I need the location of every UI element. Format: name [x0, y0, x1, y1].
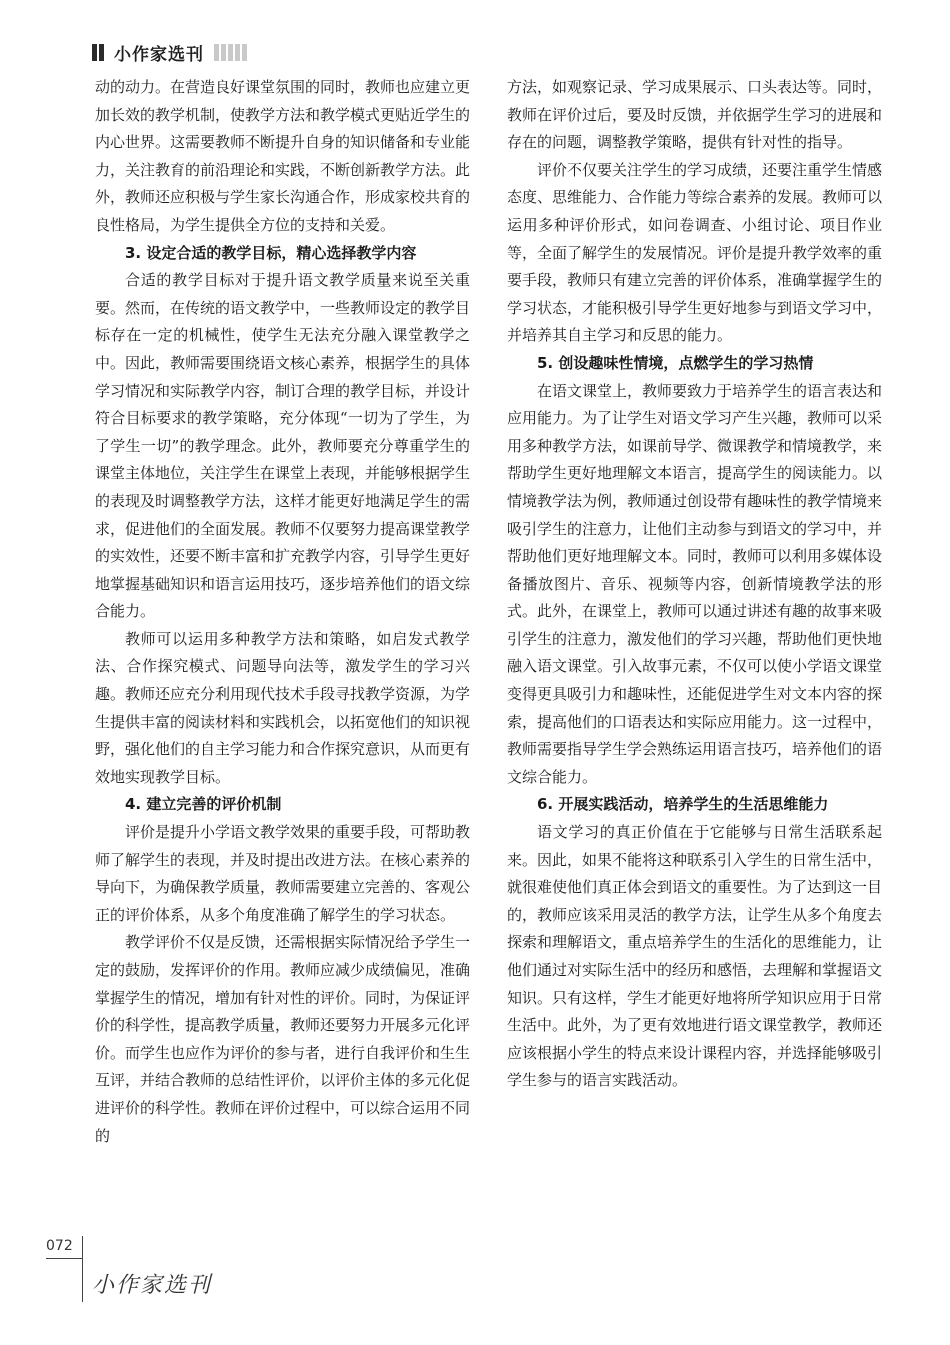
- paragraph: 语文学习的真正价值在于它能够与日常生活联系起来。因此，如果不能将这种联系引入学生的日常生活中，就很难使他们真正体会到语文的重要性。为了达到这一目的，教师应该采用灵活的教学方法，让学生从多个角度去探索和理解语文，重点培养学生的生活化的思维能力，让他们通过对实际生活中的经历和感悟，去理解和掌握语文知识。只有这样，学生才能更好地将所学知识应用于日常生活中。此外，为了更有效地进行语文课堂教学，教师还应该根据小学生的特点来设计课程内容，并选择能够吸引学生参与的语言实践活动。: [507, 823, 883, 1090]
- page-number: 072: [46, 1238, 73, 1254]
- paragraph: 教师可以运用多种教学方法和策略，如启发式教学法、合作探究模式、问题导向法等，激发学生的学习兴趣。教师还应充分利用现代技术手段寻找教学资源，为学生提供丰富的阅读材料和实践机会，以拓宽他们的知识视野，强化他们的自主学习能力和合作探究意识，从而更有效地实现教学目标。: [95, 629, 471, 786]
- paragraph: 动的动力。在营造良好课堂氛围的同时，教师也应建立更加长效的教学机制，使教学方法和教学模式更贴近学生的内心世界。这需要教师不断提升自身的知识储备和专业能力，关注教育的前沿理论和实践，不断创新教学方法。此外，教师还应积极与学生家长沟通合作，形成家校共育的良性格局，为学生提供全方位的支持和关爱。: [95, 78, 471, 234]
- footer-rule-horizontal: [46, 1258, 82, 1259]
- footer-rule-vertical: [82, 1236, 83, 1302]
- paragraph: 方法，如观察记录、学习成果展示、口头表达等。同时，教师在评价过后，要及时反馈，并依据学生学习的进展和存在的问题，调整教学策略，提供有针对性的指导。: [507, 78, 883, 152]
- footer-logo: 小作家选刊: [92, 1273, 213, 1298]
- right-column: [507, 74, 882, 1095]
- paragraph: 评价不仅要关注学生的学习成绩，还要注重学生情感态度、思维能力、合作能力等综合素养的发展。教师可以运用多种评价形式，如问卷调查、小组讨论、项目作业等，全面了解学生的发展情况。评价是提升教学效率的重要手段，教师只有建立完善的评价体系，准确掌握学生的学习状态，才能积极引导学生更好地参与到语文学习中，并培养其自主学习和反思的能力。: [507, 160, 883, 345]
- left-column: [95, 74, 470, 1150]
- section-heading: 5. 创设趣味性情境，点燃学生的学习热情: [537, 353, 814, 372]
- paragraph: 合适的教学目标对于提升语文教学质量来说至关重要。然而，在传统的语文教学中，一些教师设定的教学目标存在一定的机械性，使学生无法充分融入课堂教学之中。因此，教师需要围绕语文核心素养，根据学生的具体学习情况和实际教学内容，制订合理的教学目标，并设计符合目标要求的教学策略，充分体现“一切为了学生，为了学生一切”的教学理念。此外，教师要充分尊重学生的课堂主体地位，关注学生在课堂上表现，并能够根据学生的表现及时调整教学方法，这样才能更好地满足学生的需求，促进他们的全面发展。教师不仅要努力提高课堂教学的实效性，还要不断丰富和扩充教学内容，引导学生更好地掌握基础知识和语言运用技巧，逐步培养他们的语文综合能力。: [95, 271, 471, 621]
- header-bars-dark: [92, 44, 104, 61]
- journal-title: 小作家选刊: [114, 44, 204, 65]
- paragraph: 在语文课堂上，教师要致力于培养学生的语言表达和应用能力。为了让学生对语文学习产生兴趣，教师可以采用多种教学方法，如课前导学、微课教学和情境教学，来帮助学生更好地理解文本语言，提高学生的阅读能力。以情境教学法为例，教师通过创设带有趣味性的教学情境来吸引学生的注意力，让他们主动参与到语文的学习中，并帮助他们更好地理解文本。同时，教师可以利用多媒体设备播放图片、音乐、视频等内容，创新情境教学法的形式。此外，在课堂上，教师可以通过讲述有趣的故事来吸引学生的注意力，激发他们的学习兴趣，帮助他们更快地融入语文课堂。引入故事元素，不仅可以使小学语文课堂变得更具吸引力和趣味性，还能促进学生对文本内容的探索，提高他们的口语表达和实际应用能力。这一过程中，教师需要指导学生学会熟练运用语言技巧，培养他们的语文综合能力。: [507, 381, 883, 786]
- paragraph: 评价是提升小学语文教学效果的重要手段，可帮助教师了解学生的表现，并及时提出改进方法。在核心素养的导向下，为确保教学质量，教师需要建立完善的、客观公正的评价体系，从多个角度准确了解学生的学习状态。: [95, 823, 471, 924]
- section-heading: 3. 设定合适的教学目标，精心选择教学内容: [125, 243, 417, 262]
- section-heading: 6. 开展实践活动，培养学生的生活思维能力: [537, 795, 829, 814]
- header-bars-light: [214, 44, 247, 61]
- section-heading: 4. 建立完善的评价机制: [125, 795, 282, 814]
- paragraph: 教学评价不仅是反馈，还需根据实际情况给予学生一定的鼓励，发挥评价的作用。教师应减少成绩偏见，准确掌握学生的情况，增加有针对性的评价。同时，为保证评价的科学性，提高教学质量，教师还要努力开展多元化评价。而学生也应作为评价的参与者，进行自我评价和生生互评，并结合教师的总结性评价，以评价主体的多元化促进评价的科学性。教师在评价过程中，可以综合运用不同的: [95, 933, 471, 1145]
- page-header: [92, 40, 247, 64]
